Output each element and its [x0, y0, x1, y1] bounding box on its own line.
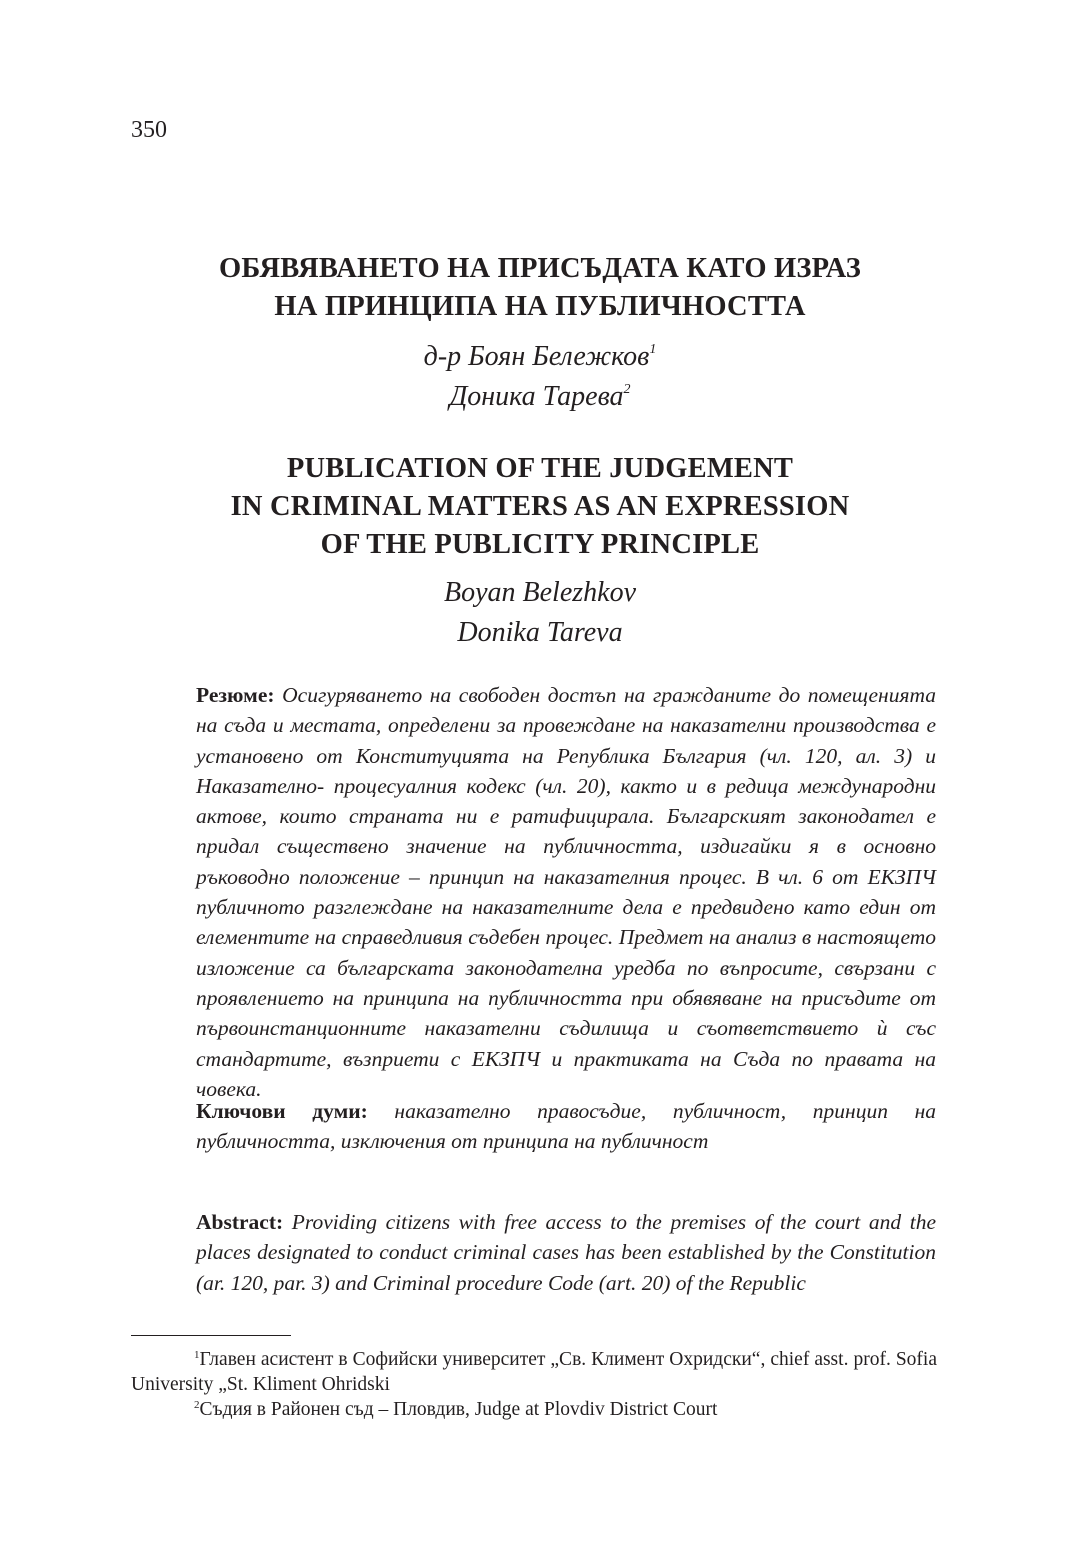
title-en-line-2: IN CRIMINAL MATTERS AS AN EXPRESSION: [230, 491, 850, 522]
title-en-line-3: OF THE PUBLICITY PRINCIPLE: [320, 529, 760, 560]
footnote-divider: [131, 1335, 291, 1336]
keywords-bulgarian: [196, 1096, 936, 1157]
footnote-1-number: 1: [194, 1349, 200, 1361]
author-en-1: Boyan Belezhkov: [443, 577, 637, 608]
author-bg-2: [0, 377, 1080, 417]
title-english: [0, 450, 1080, 564]
footnote-1-text: Главен асистент в Софийски университет „Св. Климент Охридски“, chief asst. prof. Sofia University „St. Kliment Ohridski: [131, 1349, 937, 1395]
keywords-bg-label: Ключови думи:: [196, 1099, 368, 1123]
abstract-english: [196, 1207, 936, 1298]
authors-english: [0, 573, 1080, 653]
title-bg-line-2: НА ПРИНЦИПА НА ПУБЛИЧНОСТТА: [274, 291, 806, 322]
footnotes: [131, 1347, 937, 1422]
footnote-2-text: Съдия в Районен съд – Пловдив, Judge at Plovdiv District Court: [199, 1399, 718, 1420]
author-bg-2-name: Доника Тарева: [449, 381, 624, 412]
abstract-bulgarian: [196, 680, 936, 1104]
footnote-2: [131, 1397, 937, 1422]
author-bg-1-name: д-р Боян Бележков: [423, 341, 650, 372]
title-en-line-1: PUBLICATION OF THE JUDGEMENT: [286, 453, 794, 484]
keywords-bg-text: наказателно правосъдие, публичност, принцип на публичността, изключения от принципа на публичност: [196, 1099, 937, 1154]
author-en-2: Donika Tareva: [457, 617, 623, 648]
footnote-2-number: 2: [194, 1399, 200, 1411]
footnote-ref-1: 1: [649, 342, 657, 357]
abstract-en-label: Abstract:: [196, 1210, 284, 1234]
abstract-bg-text: Осигуряването на свободен достъп на гражданите до помещенията на съда и местата, определени за провеждане на наказателни производства е установено от Конституцията на Република България (чл. 120, ал. 3) и Наказателно- процесуалния кодекс (чл. 20), както и в редица международни актове, които страната ни е ратифицирала. Българският законодател е придал съществено значение на публичността, издигайки я в основно ръководно положение – принцип на наказателния процес. В чл. 6 от ЕКЗПЧ публичното разглеждане на наказателните дела е предвидено като един от елементите на справедливия съдебен процес. Предмет на анализ в настоящето изложение са българската законодателна уредба по въпросите, свързани с проявлението на принципа на публичността при обявяване на присъдите от първоинстанционните наказателни съдилища и съответствието ѝ със стандартите, възприети с ЕКЗПЧ и практиката на Съда по правата на човека.: [196, 683, 936, 1101]
page-number: 350: [131, 117, 167, 143]
title-bg-line-1: ОБЯВЯВАНЕТО НА ПРИСЪДАТА КАТО ИЗРАЗ: [219, 253, 861, 284]
authors-bulgarian: [0, 337, 1080, 417]
title-bulgarian: [0, 250, 1080, 326]
abstract-en-text: Providing citizens with free access to the premises of the court and the places designated to conduct criminal cases has been established by the Constitution (ar. 120, par. 3) and Criminal procedure Code (art. 20) of the Republic: [196, 1210, 936, 1295]
footnote-ref-2: 2: [623, 382, 631, 397]
footnote-1: [131, 1347, 937, 1397]
abstract-bg-label: Резюме:: [196, 683, 275, 707]
author-bg-1: [0, 337, 1080, 377]
